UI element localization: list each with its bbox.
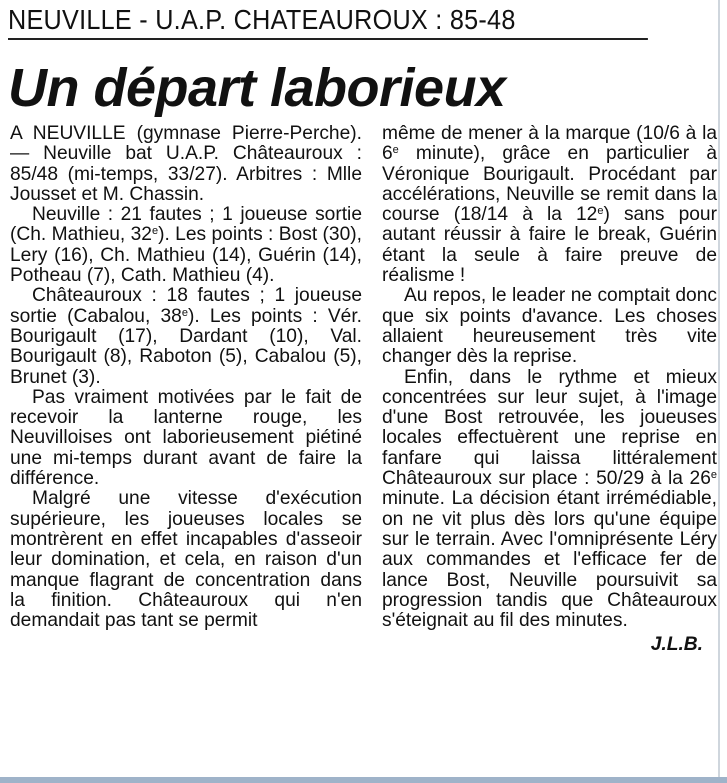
- article-paragraph: Neuville : 21 fautes ; 1 joueuse sortie (Ch. Mathieu, 32e). Les points : Bost (30), Lery (16), Ch. Mathieu (14), Guérin (14), Potheau (7), Cath. Mathieu (4).: [10, 204, 362, 287]
- window-bottom-bar: [0, 777, 727, 783]
- article-kicker: NEUVILLE - U.A.P. CHATEAUROUX : 85-48: [8, 2, 648, 40]
- article-paragraph: Au repos, le leader ne comptait donc que six points d'avance. Les choses allaient heureusement très vite changer dès la reprise.: [382, 285, 717, 368]
- article-paragraph: Malgré une vitesse d'exécution supérieure, les joueuses locales se montrèrent en effet incapables d'asseoir leur domination, et cela, en raison d'un manque flagrant de concentration dans la finition. Châteauroux qui n'en demandait pas tant se permit: [10, 488, 362, 632]
- article-paragraph: Châteauroux : 18 fautes ; 1 joueuse sortie (Cabalou, 38e). Les points : Vér. Bourigault (17), Dardant (10), Val. Bourigault (8), Raboton (5), Cabalou (5), Brunet (3).: [10, 285, 362, 388]
- article-paragraph: Pas vraiment motivées par le fait de recevoir la lanterne rouge, les Neuvilloises ont laborieusement piétiné une mi-temps durant avant de faire la différence.: [10, 386, 362, 490]
- article-paragraph: A NEUVILLE (gymnase Pierre-Perche). — Neuville bat U.A.P. Châteauroux : 85/48 (mi-temps, 33/27). Arbitres : Mlle Jousset et M. Chassin.: [10, 123, 362, 205]
- article-column-right: [382, 124, 717, 656]
- author-signature: J.L.B.: [650, 634, 703, 656]
- article-paragraph: Enfin, dans le rythme et mieux concentrées sur leur sujet, à l'image d'une Bost retrouvée, les joueuses locales effectuèrent une reprise en fanfare qui laissa littéralement Châteauroux sur place : 50/29 à la 26e minute. La décision étant irrémédiable, on ne vit plus dès lors qu'une équipe sur le terrain. Avec l'omniprésente Léry aux commandes et l'efficace fer de lance Bost, Neuville poursuivit sa progression tandis que Châteauroux s'éteignait au fil des minutes.: [382, 366, 717, 632]
- article-paragraph: même de mener à la marque (10/6 à la 6e minute), grâce en particulier à Véronique Bourigault. Procédant par accélérations, Neuville se remit dans la course (18/14 à la 12e) sans pour autant réussir à faire le break, Guérin étant la seule à faire preuve de réalisme !: [382, 123, 717, 287]
- article-column-left: [10, 124, 362, 631]
- article-headline: Un départ laborieux: [8, 58, 506, 118]
- page-edge: [718, 0, 720, 777]
